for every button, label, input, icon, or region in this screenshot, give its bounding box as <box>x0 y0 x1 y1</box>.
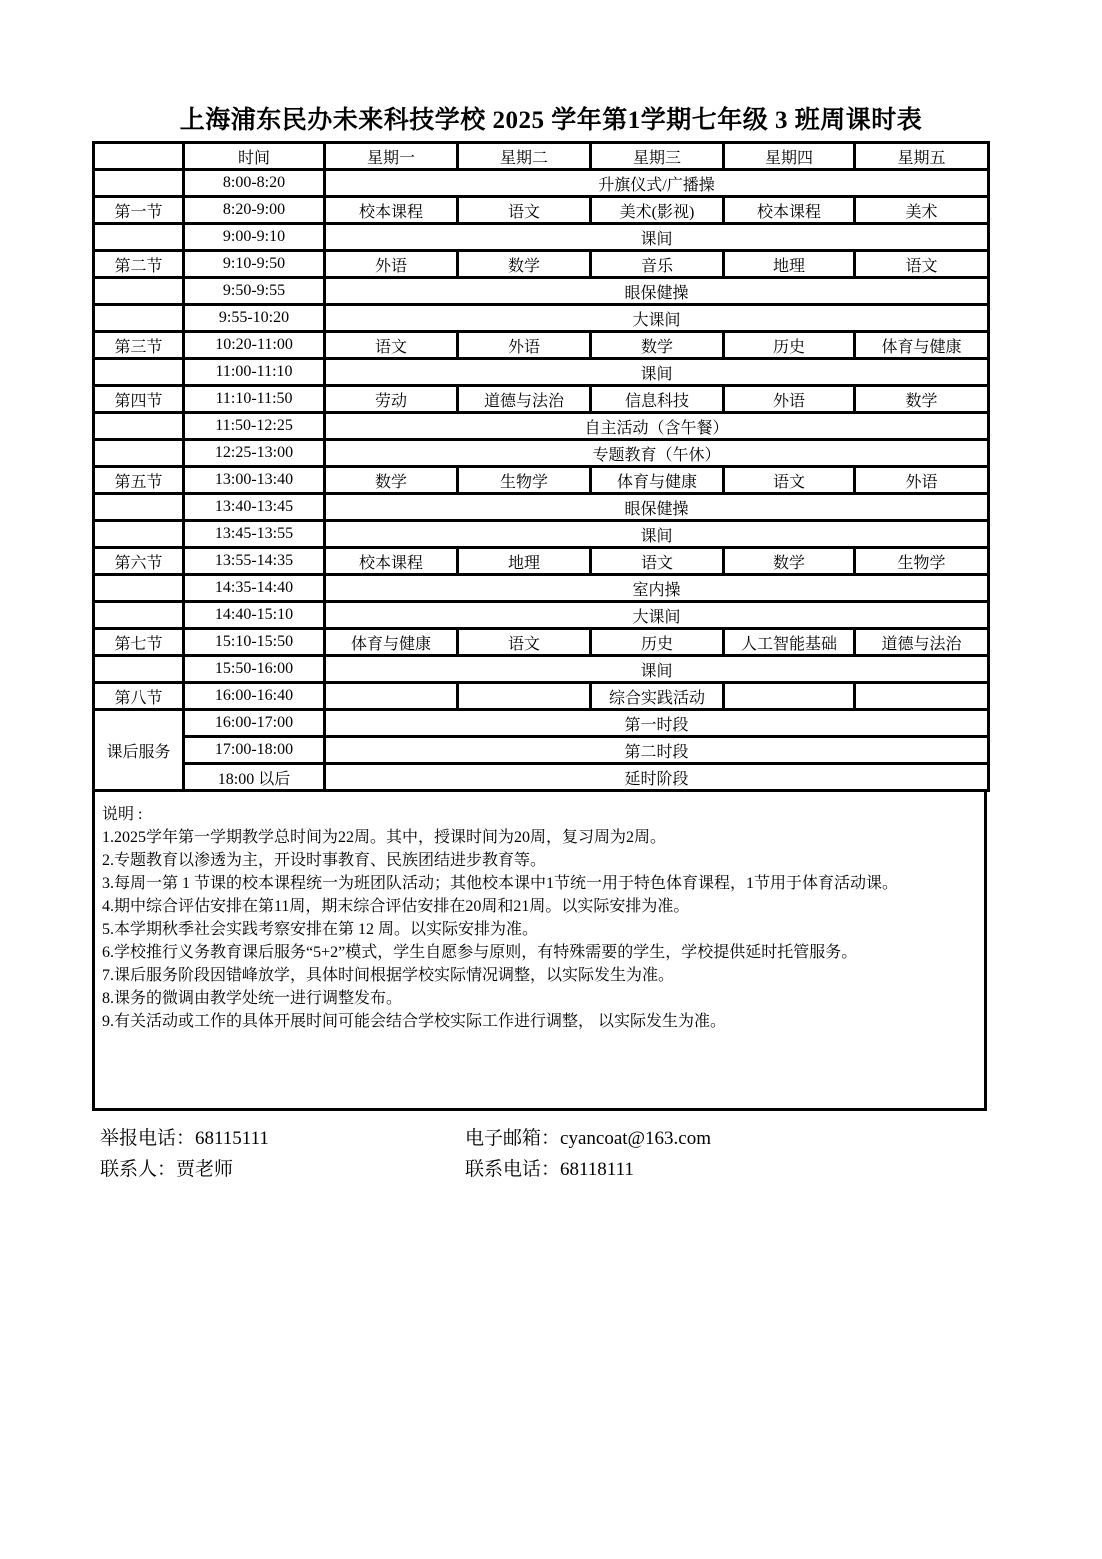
subject-cell: 劳动 <box>325 386 458 413</box>
time-cell: 14:40-15:10 <box>184 602 325 629</box>
corner-header-cell <box>94 143 184 170</box>
activity-cell: 专题教育（午休） <box>325 440 989 467</box>
subject-cell: 数学 <box>591 332 724 359</box>
activity-cell: 第一时段 <box>325 710 989 737</box>
note-item: 9.有关活动或工作的具体开展时间可能会结合学校实际工作进行调整， 以实际发生为准。 <box>102 1013 727 1030</box>
note-item: 5.本学期秋季社会实践考察安排在第 12 周。以实际安排为准。 <box>102 921 539 938</box>
subject-cell: 美术(影视) <box>591 197 724 224</box>
time-header-cell: 时间 <box>184 143 325 170</box>
note-item: 8.课务的微调由教学处统一进行调整发布。 <box>102 990 403 1007</box>
activity-cell: 课间 <box>325 359 989 386</box>
activity-cell: 升旗仪式/广播操 <box>325 170 989 197</box>
period-cell <box>94 602 184 629</box>
timetable-row <box>94 251 989 278</box>
notes-list <box>102 826 974 1033</box>
contact-row-2 <box>100 1154 1102 1185</box>
timetable-body <box>94 170 989 791</box>
timetable-row <box>94 548 989 575</box>
subject-cell: 外语 <box>458 332 591 359</box>
subject-cell: 外语 <box>724 386 855 413</box>
period-cell: 第二节 <box>94 251 184 278</box>
contact-row-1 <box>100 1123 1102 1154</box>
subject-cell: 数学 <box>724 548 855 575</box>
time-cell: 11:50-12:25 <box>184 413 325 440</box>
timetable-header-row <box>94 143 989 170</box>
contact-person-value: 贾老师 <box>176 1159 234 1180</box>
email <box>465 1123 1102 1154</box>
time-cell: 13:45-13:55 <box>184 521 325 548</box>
timetable-row <box>94 305 989 332</box>
period-cell <box>94 278 184 305</box>
period-cell <box>94 413 184 440</box>
note-item: 7.课后服务阶段因错峰放学，具体时间根据学校实际情况调整，以实际发生为准。 <box>102 967 675 984</box>
timetable-row <box>94 494 989 521</box>
subject-cell: 人工智能基础 <box>724 629 855 656</box>
timetable-row <box>94 440 989 467</box>
time-cell: 13:00-13:40 <box>184 467 325 494</box>
subject-cell: 地理 <box>724 251 855 278</box>
period-cell <box>94 224 184 251</box>
period-cell: 第一节 <box>94 197 184 224</box>
timetable-row <box>94 359 989 386</box>
subject-cell: 语文 <box>855 251 989 278</box>
activity-cell: 课间 <box>325 224 989 251</box>
contact-phone-value: 68118111 <box>560 1159 634 1180</box>
subject-cell: 音乐 <box>591 251 724 278</box>
timetable-row <box>94 656 989 683</box>
period-cell <box>94 656 184 683</box>
period-cell <box>94 170 184 197</box>
time-cell: 10:20-11:00 <box>184 332 325 359</box>
time-cell: 18:00 以后 <box>184 764 325 791</box>
subject-cell: 语文 <box>458 197 591 224</box>
period-cell: 第三节 <box>94 332 184 359</box>
subject-cell <box>458 683 591 710</box>
time-cell: 17:00-18:00 <box>184 737 325 764</box>
subject-cell <box>724 683 855 710</box>
time-cell: 11:10-11:50 <box>184 386 325 413</box>
time-cell: 9:50-9:55 <box>184 278 325 305</box>
subject-cell: 语文 <box>325 332 458 359</box>
subject-cell: 数学 <box>855 386 989 413</box>
report-phone <box>100 1123 465 1154</box>
note-item: 1.2025学年第一学期教学总时间为22周。其中，授课时间为20周，复习周为2周。 <box>102 829 667 846</box>
subject-cell: 道德与法治 <box>458 386 591 413</box>
activity-cell: 大课间 <box>325 305 989 332</box>
activity-cell: 课间 <box>325 521 989 548</box>
period-cell: 第七节 <box>94 629 184 656</box>
contact-phone <box>465 1154 1102 1185</box>
time-cell: 8:00-8:20 <box>184 170 325 197</box>
notes-heading: 说明 : <box>102 806 143 823</box>
note-item: 4.期中综合评估安排在第11周，期末综合评估安排在20周和21周。以实际安排为准。 <box>102 898 690 915</box>
time-cell: 15:10-15:50 <box>184 629 325 656</box>
page-title: 上海浦东民办未来科技学校 2025 学年第1学期七年级 3 班周课时表 <box>179 107 923 134</box>
subject-cell: 数学 <box>458 251 591 278</box>
timetable-row <box>94 602 989 629</box>
time-cell: 11:00-11:10 <box>184 359 325 386</box>
period-cell <box>94 440 184 467</box>
period-cell: 第六节 <box>94 548 184 575</box>
time-cell: 8:20-9:00 <box>184 197 325 224</box>
timetable-row <box>94 710 989 737</box>
time-cell: 13:40-13:45 <box>184 494 325 521</box>
contact-phone-label: 联系电话： <box>465 1159 561 1180</box>
activity-cell: 眼保健操 <box>325 278 989 305</box>
subject-cell: 语文 <box>591 548 724 575</box>
subject-cell: 信息科技 <box>591 386 724 413</box>
note-item: 6.学校推行义务教育课后服务“5+2”模式，学生自愿参与原则，有特殊需要的学生，学校提供延时托管服务。 <box>102 944 858 961</box>
subject-cell: 数学 <box>325 467 458 494</box>
subject-cell <box>325 683 458 710</box>
timetable-row <box>94 224 989 251</box>
period-cell: 第五节 <box>94 467 184 494</box>
subject-cell: 美术 <box>855 197 989 224</box>
report-phone-value: 68115111 <box>195 1128 269 1149</box>
timetable-row <box>94 386 989 413</box>
time-cell: 16:00-16:40 <box>184 683 325 710</box>
timetable-row <box>94 737 989 764</box>
day-header-cell: 星期五 <box>855 143 989 170</box>
subject-cell: 校本课程 <box>325 548 458 575</box>
time-cell: 9:10-9:50 <box>184 251 325 278</box>
subject-cell: 外语 <box>855 467 989 494</box>
timetable-row <box>94 170 989 197</box>
period-cell <box>94 575 184 602</box>
subject-cell: 校本课程 <box>724 197 855 224</box>
subject-cell: 道德与法治 <box>855 629 989 656</box>
subject-cell: 校本课程 <box>325 197 458 224</box>
time-cell: 15:50-16:00 <box>184 656 325 683</box>
period-cell <box>94 305 184 332</box>
period-cell: 第四节 <box>94 386 184 413</box>
timetable-row <box>94 521 989 548</box>
time-cell: 13:55-14:35 <box>184 548 325 575</box>
subject-cell: 生物学 <box>458 467 591 494</box>
time-cell: 14:35-14:40 <box>184 575 325 602</box>
contact-person <box>100 1154 465 1185</box>
timetable <box>92 141 990 792</box>
email-label: 电子邮箱： <box>465 1128 561 1149</box>
subject-cell: 历史 <box>724 332 855 359</box>
timetable-row <box>94 467 989 494</box>
timetable-row <box>94 197 989 224</box>
timetable-row <box>94 764 989 791</box>
activity-cell: 大课间 <box>325 602 989 629</box>
subject-cell: 体育与健康 <box>591 467 724 494</box>
time-cell: 9:55-10:20 <box>184 305 325 332</box>
subject-cell: 历史 <box>591 629 724 656</box>
activity-cell: 室内操 <box>325 575 989 602</box>
subject-cell: 外语 <box>325 251 458 278</box>
time-cell: 9:00-9:10 <box>184 224 325 251</box>
subject-cell <box>855 683 989 710</box>
subject-cell: 语文 <box>458 629 591 656</box>
timetable-row <box>94 575 989 602</box>
time-cell: 12:25-13:00 <box>184 440 325 467</box>
activity-cell: 第二时段 <box>325 737 989 764</box>
subject-cell: 体育与健康 <box>855 332 989 359</box>
subject-cell: 体育与健康 <box>325 629 458 656</box>
period-cell <box>94 521 184 548</box>
subject-cell: 综合实践活动 <box>591 683 724 710</box>
day-header-cell: 星期二 <box>458 143 591 170</box>
email-value: cyancoat@163.com <box>560 1128 711 1149</box>
day-header-cell: 星期四 <box>724 143 855 170</box>
note-item: 2.专题教育以渗透为主，开设时事教育、民族团结进步教育等。 <box>102 852 547 869</box>
timetable-row <box>94 683 989 710</box>
period-cell <box>94 359 184 386</box>
notes-box <box>92 789 987 1111</box>
timetable-row <box>94 629 989 656</box>
activity-cell: 眼保健操 <box>325 494 989 521</box>
timetable-row <box>94 413 989 440</box>
day-header-cell: 星期一 <box>325 143 458 170</box>
period-cell: 第八节 <box>94 683 184 710</box>
subject-cell: 地理 <box>458 548 591 575</box>
subject-cell: 语文 <box>724 467 855 494</box>
report-phone-label: 举报电话： <box>100 1128 196 1149</box>
timetable-row <box>94 332 989 359</box>
period-cell: 课后服务 <box>94 710 184 791</box>
activity-cell: 课间 <box>325 656 989 683</box>
subject-cell: 生物学 <box>855 548 989 575</box>
activity-cell: 延时阶段 <box>325 764 989 791</box>
contact-block <box>100 1123 1102 1185</box>
activity-cell: 自主活动（含午餐） <box>325 413 989 440</box>
time-cell: 16:00-17:00 <box>184 710 325 737</box>
contact-person-label: 联系人： <box>100 1159 177 1180</box>
timetable-header <box>94 143 989 170</box>
day-header-cell: 星期三 <box>591 143 724 170</box>
period-cell <box>94 494 184 521</box>
note-item: 3.每周一第 1 节课的校本课程统一为班团队活动；其他校本课中1节统一用于特色体育课程，1节用于体育活动课。 <box>102 875 899 892</box>
timetable-row <box>94 278 989 305</box>
